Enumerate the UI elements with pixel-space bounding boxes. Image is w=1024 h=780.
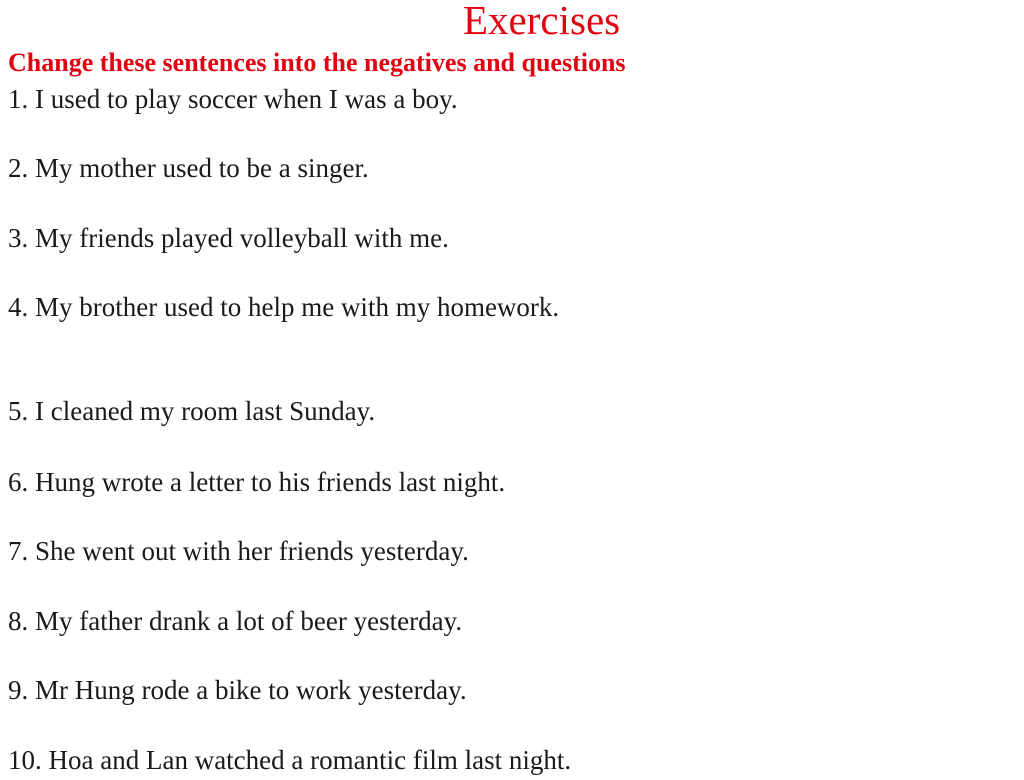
exercise-item-8: 8. My father drank a lot of beer yesterday. [8, 606, 463, 636]
exercise-item-1: 1. I used to play soccer when I was a boy. [8, 84, 458, 114]
exercise-item-2: 2. My mother used to be a singer. [8, 153, 369, 183]
exercise-item-7: 7. She went out with her friends yesterday. [8, 536, 469, 566]
exercise-item-9: 9. Mr Hung rode a bike to work yesterday. [8, 675, 467, 705]
exercise-item-6: 6. Hung wrote a letter to his friends last night. [8, 467, 506, 497]
exercise-item-4: 4. My brother used to help me with my homework. [8, 292, 560, 322]
exercise-item-5: 5. I cleaned my room last Sunday. [8, 396, 376, 426]
page-title: Exercises [463, 0, 621, 43]
exercise-item-10: 10. Hoa and Lan watched a romantic film last night. [8, 745, 572, 775]
exercise-instruction: Change these sentences into the negatives and questions [8, 48, 626, 77]
exercise-item-3: 3. My friends played volleyball with me. [8, 223, 449, 253]
